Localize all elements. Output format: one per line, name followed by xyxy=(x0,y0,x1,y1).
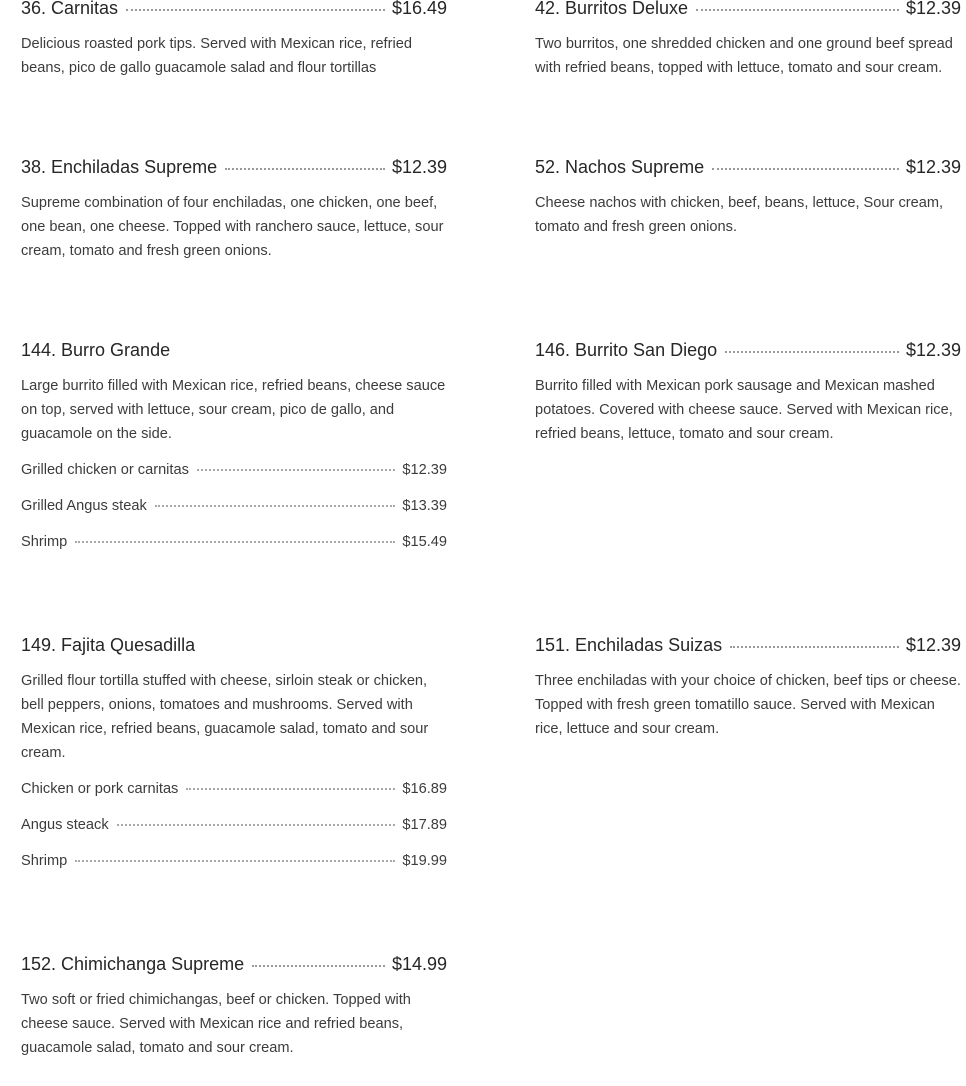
item-header xyxy=(535,0,961,19)
dot-leader xyxy=(712,168,899,170)
menu-item-enchiladas-supreme xyxy=(21,156,447,263)
option-price: $13.39 xyxy=(402,498,447,514)
item-description: Large burrito filled with Mexican rice, refried beans, cheese sauce on top, served with lettuce, sour cream, pico de gallo, and guacamole on the side. xyxy=(21,378,446,442)
menu-item-nachos-supreme xyxy=(535,156,961,239)
option-price: $12.39 xyxy=(402,462,447,478)
menu-item-chimichanga-supreme xyxy=(21,953,447,1060)
option-row xyxy=(21,813,447,849)
dot-leader xyxy=(155,505,396,507)
dot-leader xyxy=(730,646,899,648)
item-price: $12.39 xyxy=(391,157,447,177)
item-header xyxy=(21,0,447,19)
item-description: Grilled flour tortilla stuffed with cheese, sirloin steak or chicken, bell peppers, onions, tomatoes and mushrooms. Served with Mexican rice, refried beans, guacamole salad, tomato and sour cream. xyxy=(21,673,429,761)
dot-leader xyxy=(117,824,396,826)
menu-item-enchiladas-suizas xyxy=(535,634,961,741)
item-price: $14.99 xyxy=(391,954,447,974)
dot-leader xyxy=(75,541,395,543)
option-row xyxy=(21,530,447,566)
item-header xyxy=(21,953,447,975)
item-title: 149. Fajita Quesadilla xyxy=(21,635,196,655)
item-title: 52. Nachos Supreme xyxy=(535,157,705,177)
item-description: Two soft or fried chimichangas, beef or chicken. Topped with cheese sauce. Served with Mexican rice and refried beans, guacamole salad, tomato and sour cream. xyxy=(21,992,411,1056)
item-price: $16.49 xyxy=(391,0,447,18)
option-price: $17.89 xyxy=(402,817,447,833)
menu-item-carnitas xyxy=(21,0,447,80)
item-title: 152. Chimichanga Supreme xyxy=(21,954,245,974)
item-title: 42. Burritos Deluxe xyxy=(535,0,689,18)
option-label: Shrimp xyxy=(21,853,68,869)
option-row xyxy=(21,458,447,494)
option-row xyxy=(21,494,447,530)
dot-leader xyxy=(75,860,395,862)
option-price: $16.89 xyxy=(402,781,447,797)
option-list xyxy=(21,458,447,566)
option-label: Angus steack xyxy=(21,817,109,833)
dot-leader xyxy=(197,469,395,471)
item-title: 151. Enchiladas Suizas xyxy=(535,635,723,655)
item-price: $12.39 xyxy=(905,635,961,655)
item-title: 146. Burrito San Diego xyxy=(535,340,718,360)
option-row xyxy=(21,849,447,885)
option-label: Grilled Angus steak xyxy=(21,498,147,514)
item-price: $12.39 xyxy=(905,340,961,360)
option-label: Grilled chicken or carnitas xyxy=(21,462,189,478)
item-description: Cheese nachos with chicken, beef, beans, lettuce, Sour cream, tomato and fresh green onions. xyxy=(535,195,944,235)
item-title: 144. Burro Grande xyxy=(21,340,171,360)
option-label: Chicken or pork carnitas xyxy=(21,781,179,797)
option-label: Shrimp xyxy=(21,534,68,550)
menu-item-burrito-san-diego xyxy=(535,339,961,446)
item-description: Three enchiladas with your choice of chicken, beef tips or cheese. Topped with fresh green tomatillo sauce. Served with Mexican rice, lettuce and sour cream. xyxy=(535,673,961,737)
item-title: 36. Carnitas xyxy=(21,0,119,18)
item-description: Delicious roasted pork tips. Served with Mexican rice, refried beans, pico de gallo guacamole salad and flour tortillas xyxy=(21,36,412,76)
item-header xyxy=(21,634,447,656)
item-title: 38. Enchiladas Supreme xyxy=(21,157,218,177)
dot-leader xyxy=(696,9,899,11)
item-description: Supreme combination of four enchiladas, one chicken, one beef, one bean, one cheese. Topped with ranchero sauce, lettuce, sour cream, tomato and fresh green onions. xyxy=(21,195,444,259)
item-header xyxy=(21,339,447,361)
dot-leader xyxy=(186,788,395,790)
item-header xyxy=(21,156,447,178)
dot-leader xyxy=(725,351,899,353)
option-row xyxy=(21,777,447,813)
item-price: $12.39 xyxy=(905,0,961,18)
menu-item-burritos-deluxe xyxy=(535,0,961,80)
option-price: $15.49 xyxy=(402,534,447,550)
item-header xyxy=(535,634,961,656)
item-header xyxy=(535,339,961,361)
dot-leader xyxy=(225,168,385,170)
item-header xyxy=(535,156,961,178)
option-list xyxy=(21,777,447,885)
menu-item-burro-grande xyxy=(21,339,447,566)
item-description: Burrito filled with Mexican pork sausage and Mexican mashed potatoes. Covered with cheese sauce. Served with Mexican rice, refried beans, lettuce, tomato and sour cream. xyxy=(535,378,953,442)
dot-leader xyxy=(126,9,385,11)
item-description: Two burritos, one shredded chicken and one ground beef spread with refried beans, topped with lettuce, tomato and sour cream. xyxy=(535,36,953,76)
item-price: $12.39 xyxy=(905,157,961,177)
menu-item-fajita-quesadilla xyxy=(21,634,447,885)
option-price: $19.99 xyxy=(402,853,447,869)
dot-leader xyxy=(252,965,385,967)
